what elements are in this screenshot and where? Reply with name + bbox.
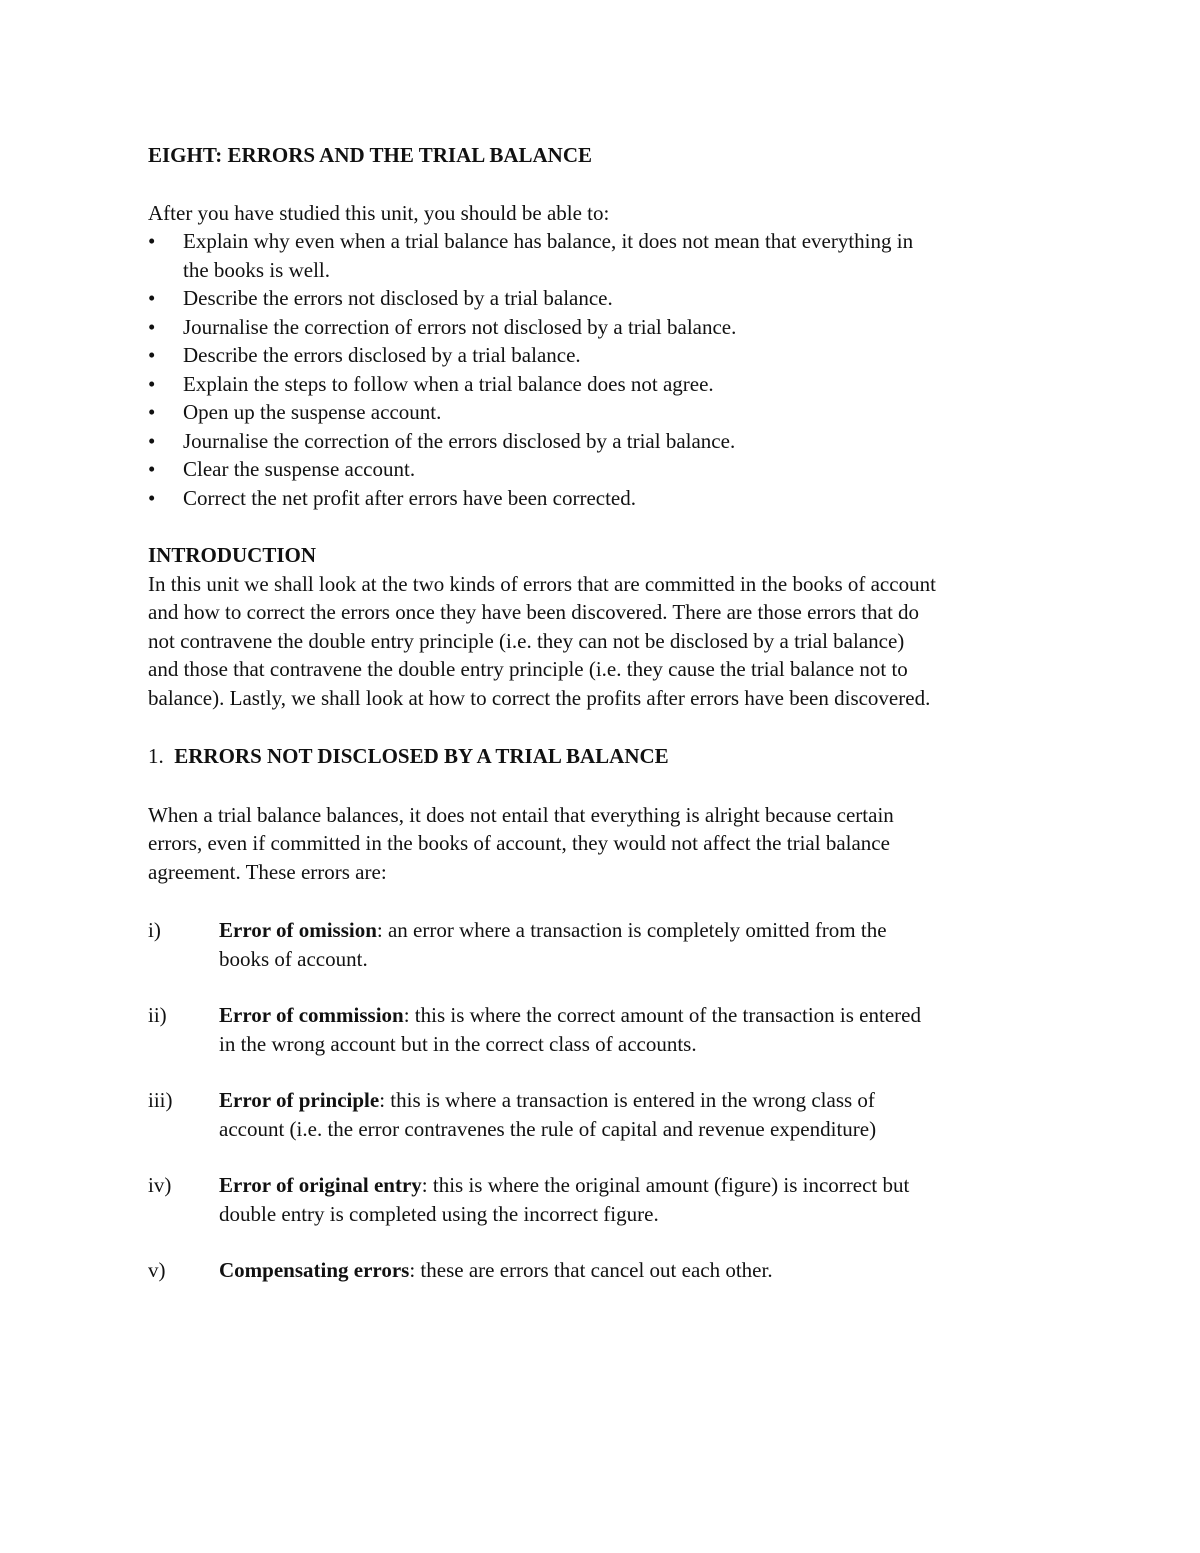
introduction-paragraph: In this unit we shall look at the two kinds of errors that are committed in the books of account and how to correct the errors once they have been discovered. There are those errors that do not contravene the double entry principle (i.e. they can not be disclosed by a trial balance) and those that contravene the double entry principle (i.e. they cause the trial balance not to balance). Lastly, we shall look at how to correct the profits after errors have been discovered. bbox=[148, 571, 936, 710]
document-page bbox=[148, 141, 938, 1285]
spacer bbox=[148, 1228, 938, 1256]
error-item bbox=[148, 1086, 938, 1143]
bullet-icon: • bbox=[148, 314, 156, 339]
bullet-icon: • bbox=[148, 428, 156, 453]
error-description: : this is where the original amount (figure) is incorrect but double entry is completed using the incorrect figure. bbox=[219, 1173, 910, 1226]
objective-item bbox=[148, 455, 938, 484]
objective-item bbox=[148, 284, 938, 313]
objective-text: Explain why even when a trial balance has balance, it does not mean that everything in the books is well. bbox=[183, 229, 914, 282]
spacer bbox=[148, 1143, 938, 1171]
section-number: 1. bbox=[148, 744, 164, 768]
bullet-icon: • bbox=[148, 286, 156, 310]
section-1-paragraph: When a trial balance balances, it does not entail that everything is alright because certain errors, even if committed in the books of account, they would not affect the trial balance agreement. These errors are: bbox=[148, 802, 894, 884]
bullet-icon: • bbox=[148, 485, 156, 510]
objective-item bbox=[148, 370, 938, 399]
objectives-intro: After you have studied this unit, you should be able to: bbox=[148, 200, 610, 225]
bullet-icon: • bbox=[148, 400, 156, 424]
error-item bbox=[148, 1171, 938, 1228]
objective-text: Describe the errors not disclosed by a trial balance. bbox=[183, 286, 613, 310]
error-term: Error of omission bbox=[219, 918, 377, 942]
spacer bbox=[148, 512, 938, 541]
objective-item bbox=[148, 427, 938, 456]
roman-numeral: i) bbox=[148, 918, 161, 942]
objective-item bbox=[148, 484, 938, 513]
roman-numeral: iii) bbox=[148, 1088, 173, 1112]
spacer bbox=[148, 973, 938, 1001]
objective-text: Journalise the correction of errors not disclosed by a trial balance. bbox=[183, 314, 737, 339]
spacer bbox=[148, 771, 938, 801]
objective-text: Describe the errors disclosed by a trial balance. bbox=[183, 343, 581, 367]
error-term: Compensating errors bbox=[219, 1258, 410, 1282]
error-item bbox=[148, 1256, 938, 1285]
error-description: : this is where a transaction is entered in the wrong class of account (i.e. the error contravenes the rule of capital and revenue expenditure) bbox=[219, 1088, 877, 1141]
error-item bbox=[148, 1001, 938, 1058]
error-description: : an error where a transaction is completely omitted from the books of account. bbox=[219, 918, 887, 971]
spacer bbox=[148, 886, 938, 916]
objective-text: Correct the net profit after errors have been corrected. bbox=[183, 485, 637, 510]
objective-item bbox=[148, 341, 938, 370]
roman-numeral: v) bbox=[148, 1258, 166, 1282]
error-description: : these are errors that cancel out each other. bbox=[409, 1258, 773, 1282]
bullet-icon: • bbox=[148, 229, 156, 253]
error-item bbox=[148, 916, 938, 973]
objective-item bbox=[148, 227, 938, 284]
roman-numeral: ii) bbox=[148, 1003, 167, 1027]
bullet-icon: • bbox=[148, 371, 156, 396]
section-title: ERRORS NOT DISCLOSED BY A TRIAL BALANCE bbox=[174, 744, 669, 768]
roman-numeral: iv) bbox=[148, 1173, 172, 1197]
bullet-icon: • bbox=[148, 457, 156, 481]
objective-text: Journalise the correction of the errors disclosed by a trial balance. bbox=[183, 428, 736, 453]
objective-text: Explain the steps to follow when a trial balance does not agree. bbox=[183, 371, 714, 396]
objective-item bbox=[148, 398, 938, 427]
introduction-heading: INTRODUCTION bbox=[148, 543, 317, 567]
spacer bbox=[148, 712, 938, 742]
objective-text: Clear the suspense account. bbox=[183, 457, 416, 481]
bullet-icon: • bbox=[148, 343, 156, 367]
section-1-heading bbox=[148, 742, 938, 771]
objective-text: Open up the suspense account. bbox=[183, 400, 442, 424]
error-term: Error of original entry bbox=[219, 1173, 422, 1197]
objective-item bbox=[148, 313, 938, 342]
unit-title: EIGHT: ERRORS AND THE TRIAL BALANCE bbox=[148, 143, 593, 167]
objectives-list bbox=[148, 227, 938, 512]
error-term: Error of commission bbox=[219, 1003, 404, 1027]
error-term: Error of principle bbox=[219, 1088, 380, 1112]
spacer bbox=[148, 1058, 938, 1086]
error-description: : this is where the correct amount of the transaction is entered in the wrong account but in the correct class of accounts. bbox=[219, 1003, 921, 1056]
